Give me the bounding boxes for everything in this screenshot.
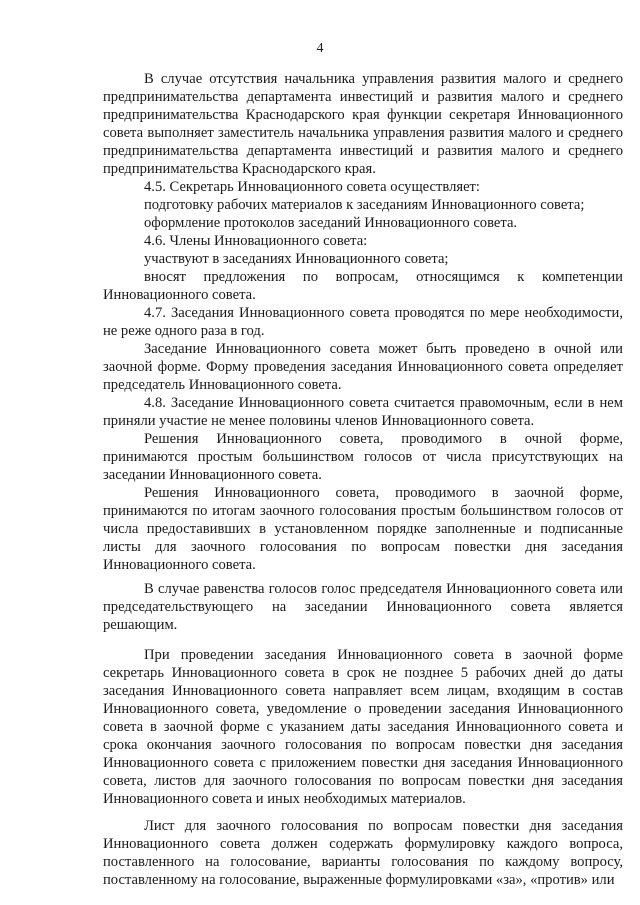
- page-number: 4: [316, 41, 324, 56]
- paragraph: 4.5. Секретарь Инновационного совета осуществляет:: [144, 179, 480, 195]
- paragraph: При проведении заседания Инновационного совета в заочной форме секретарь Инновационного совета в срок не позднее 5 рабочих дней до даты заседания Инновационного совета направляет всем лицам, входящим в состав Инновационного совета, уведомление о проведении заседания Инновационного совета в заочной форме с указанием даты заседания Инновационного совета и срока окончания заочного голосования по вопросам повестки дня заседания Инновационного совета с приложением повестки дня заседания Инновационного совета, листов для заочного голосования по вопросам повестки дня заседания Инновационного совета и иных необходимых материалов.: [103, 647, 623, 807]
- paragraph: Решения Инновационного совета, проводимого в заочной форме, принимаются по итогам заочного голосования простым большинством голосов от числа предоставивших в установленном порядке заполненные и подписанные листы для заочного голосования по вопросам повестки дня заседания Инновационного совета.: [103, 485, 623, 573]
- paragraph: участвуют в заседаниях Инновационного совета;: [144, 251, 449, 267]
- paragraph: оформление протоколов заседаний Инновационного совета.: [144, 215, 518, 231]
- paragraph: вносят предложения по вопросам, относящимся к компетенции Инновационного совета.: [103, 269, 623, 303]
- paragraph: Лист для заочного голосования по вопросам повестки дня заседания Инновационного совета должен содержать формулировку каждого вопроса, поставленного на голосование, варианты голосования по каждому вопросу, поставленному на голосование, выраженные формулировками «за», «против» или: [103, 818, 623, 888]
- paragraph: 4.6. Члены Инновационного совета:: [144, 233, 368, 249]
- paragraph: Решения Инновационного совета, проводимого в очной форме, принимаются простым большинством голосов от числа присутствующих на заседании Инновационного совета.: [103, 431, 623, 483]
- paragraph: 4.8. Заседание Инновационного совета считается правомочным, если в нем приняли участие не менее половины членов Инновационного совета.: [103, 395, 623, 429]
- paragraph: 4.7. Заседания Инновационного совета проводятся по мере необходимости, не реже одного раза в год.: [103, 305, 623, 339]
- paragraph: Заседание Инновационного совета может быть проведено в очной или заочной форме. Форму проведения заседания Инновационного совета определяет председатель Инновационного совета.: [103, 341, 623, 393]
- paragraph: В случае отсутствия начальника управления развития малого и среднего предпринимательства департамента инвестиций и развития малого и среднего предпринимательства Краснодарского края функции секретаря Инновационного совета выполняет заместитель начальника управления развития малого и среднего предпринимательства департамента инвестиций и развития малого и среднего предпринимательства Краснодарского края.: [103, 71, 623, 177]
- paragraph: подготовку рабочих материалов к заседаниям Инновационного совета;: [144, 197, 585, 213]
- paragraph: В случае равенства голосов голос председателя Инновационного совета или председательствующего на заседании Инновационного совета является решающим.: [103, 581, 623, 633]
- document-body: [103, 70, 623, 889]
